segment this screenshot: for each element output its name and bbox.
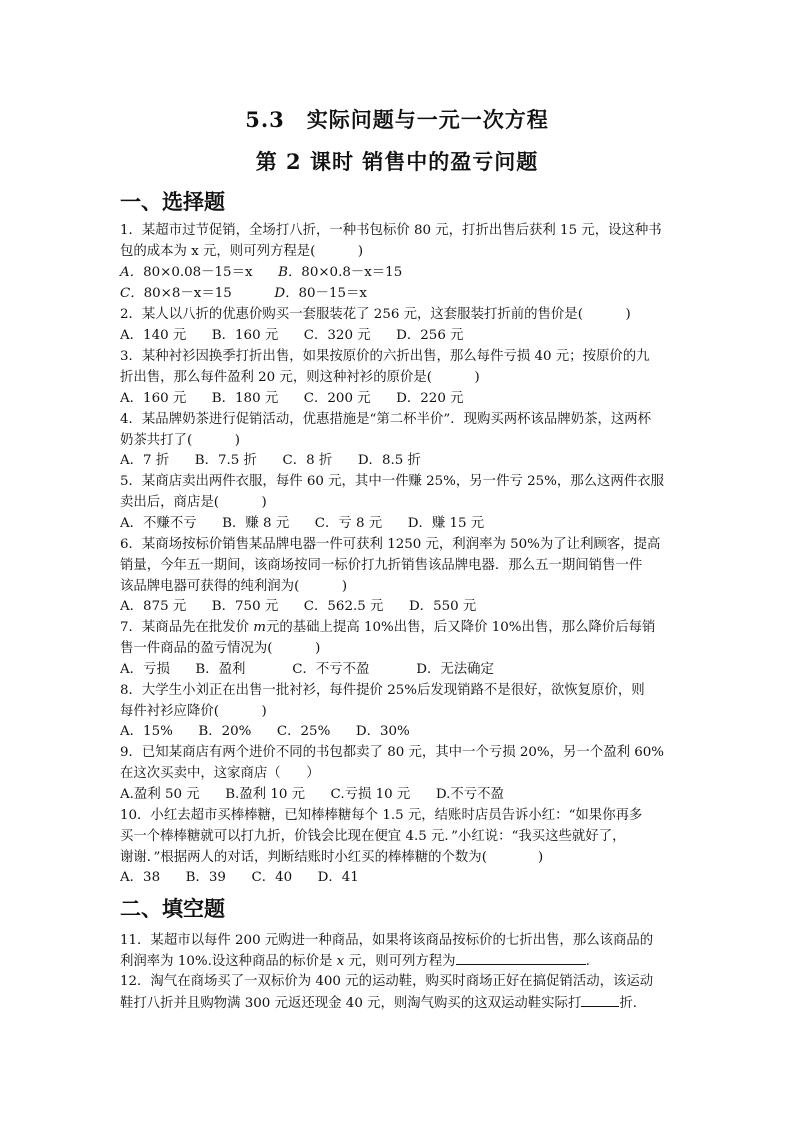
question-8-stem-line-2: 每件衬衫应降价( ) bbox=[120, 704, 267, 719]
question-1-options-row-1 bbox=[120, 264, 402, 282]
question-7-text-b: 元的基础上提高 10%出售，后又降价 10%出售，那么降价后每销 bbox=[266, 620, 656, 635]
section-heading-fill-in: 二、填空题 bbox=[120, 896, 225, 921]
option-b-text: 80×0.8－x＝15 bbox=[301, 265, 403, 280]
option-d-text: 80－15＝x bbox=[298, 286, 367, 301]
question-4-stem-line-2: 奶茶共打了( ) bbox=[120, 433, 240, 448]
option-b-label: B． bbox=[278, 265, 302, 280]
question-7-options: A．亏损 B．盈利 C．不亏不盈 D．无法确定 bbox=[120, 662, 494, 677]
question-3-stem-line-1: 3．某种衬衫因换季打折出售，如果按原价的六折出售，那么每件亏损 40 元；按原价的九 bbox=[120, 349, 650, 364]
question-3-options: A．160 元 B．180 元 C．200 元 D．220 元 bbox=[120, 391, 464, 406]
question-8-options: A．15% B．20% C．25% D．30% bbox=[120, 724, 410, 739]
question-1-stem-line-1: 1．某超市过节促销，全场打八折，一种书包标价 80 元，打折出售后获利 15 元，设这种书 bbox=[120, 223, 662, 238]
option-d-label: D． bbox=[274, 286, 299, 301]
question-9-options: A.盈利 50 元 B.盈利 10 元 C.亏损 10 元 D.不亏不盈 bbox=[120, 787, 504, 802]
question-5-stem-line-1: 5．某商店卖出两件衣服，每件 60 元，其中一件赚 25%，另一件亏 25%，那么这两件衣服 bbox=[120, 474, 664, 489]
question-5-stem-line-2: 卖出后，商店是( ) bbox=[120, 495, 267, 510]
question-9-stem-line-2: 在这次买卖中，这家商店（ ） bbox=[120, 766, 320, 781]
question-7-stem-line-1 bbox=[120, 619, 655, 637]
variable-x: x bbox=[336, 954, 345, 969]
lesson-subtitle: 第 2 课时 销售中的盈亏问题 bbox=[255, 149, 539, 174]
question-3-stem-line-2: 折出售，那么每件盈利 20 元，则这种衬衫的原价是( ) bbox=[120, 370, 480, 385]
question-4-stem-line-1: 4．某品牌奶茶进行促销活动，优惠措施是“第二杯半价”．现购买两杯该品牌奶茶，这两杯 bbox=[120, 412, 652, 427]
question-11-stem-line-1: 11．某超市以每件 200 元购进一种商品，如果将该商品按标价的七折出售，那么该商品的 bbox=[120, 933, 654, 948]
question-7-stem-line-2: 售一件商品的盈亏情况为( ) bbox=[120, 641, 321, 656]
question-8-stem-line-1: 8．大学生小刘正在出售一批衬衫，每件提价 25%后发现销路不是很好，欲恢复原价，则 bbox=[120, 683, 645, 698]
question-7-text-a: 7．某商品先在批发价 bbox=[120, 620, 254, 635]
question-1-options-row-2 bbox=[120, 285, 367, 303]
option-c-text: 80×8－x＝15 bbox=[143, 286, 232, 301]
question-5-options: A．不赚不亏 B．赚 8 元 C．亏 8 元 D．赚 15 元 bbox=[120, 516, 485, 531]
question-11-text-end: . bbox=[585, 954, 590, 969]
section-heading-multiple-choice: 一、选择题 bbox=[120, 189, 225, 214]
question-6-stem-line-1: 6．某商场按标价销售某品牌电器一件可获利 1250 元，利润率为 50%为了让利顾客，提高 bbox=[120, 537, 661, 552]
question-10-options: A．38 B．39 C．40 D．41 bbox=[120, 870, 359, 885]
question-1-stem-line-2: 包的成本为 x 元，则可列方程是( ) bbox=[120, 244, 364, 259]
question-9-stem-line-1: 9．已知某商店有两个进价不同的书包都卖了 80 元，其中一个亏损 20%，另一个盈利 60% bbox=[120, 745, 664, 760]
question-11-text-b: 元，则可列方程为 bbox=[344, 954, 456, 969]
option-a-label: A． bbox=[120, 265, 144, 280]
question-12-stem-line-2 bbox=[120, 994, 646, 1013]
question-2-options: A．140 元 B．160 元 C．320 元 D．256 元 bbox=[120, 328, 464, 343]
answer-blank-11[interactable] bbox=[456, 952, 586, 965]
question-12-stem-line-1: 12．淘气在商场买了一双标价为 400 元的运动鞋，购买时商场正好在搞促销活动，该运动 bbox=[120, 974, 654, 989]
answer-blank-12[interactable] bbox=[581, 994, 619, 1007]
question-4-options: A．7 折 B．7.5 折 C．8 折 D．8.5 折 bbox=[120, 453, 421, 468]
question-6-options: A．875 元 B．750 元 C．562.5 元 D．550 元 bbox=[120, 599, 477, 614]
document-title: 5.3 实际问题与一元一次方程 bbox=[245, 107, 549, 132]
question-2-stem: 2．某人以八折的优惠价购买一套服装花了 256 元，这套服装打折前的售价是( ) bbox=[120, 307, 631, 322]
option-a-text: 80×0.08－15＝x bbox=[143, 265, 253, 280]
question-10-stem-line-1: 10．小红去超市买棒棒糖，已知棒棒糖每个 1.5 元，结账时店员告诉小红：“如果你再多 bbox=[120, 808, 643, 823]
question-12-text-b: 折． bbox=[619, 996, 647, 1011]
question-11-text-a: 利润率为 10%.设这种商品的标价是 bbox=[120, 954, 337, 969]
question-10-stem-line-2: 买一个棒棒糖就可以打九折，价钱会比现在便宜 4.5 元．”小红说：“我买这些就好了， bbox=[120, 829, 626, 844]
variable-m: m bbox=[253, 620, 266, 635]
option-c-label: C． bbox=[120, 286, 144, 301]
question-6-stem-line-2: 销量，今年五一期间，该商场按同一标价打九折销售该品牌电器．那么五一期间销售一件 bbox=[120, 558, 643, 573]
question-6-stem-line-3: 该品牌电器可获得的纯利润为( ) bbox=[120, 579, 348, 594]
question-12-text-a: 鞋打八折并且购物满 300 元返还现金 40 元，则淘气购买的这双运动鞋实际打 bbox=[120, 996, 582, 1011]
question-10-stem-line-3: 谢谢．”根据两人的对话，判断结账时小红买的棒棒糖的个数为( ) bbox=[120, 850, 544, 865]
question-11-stem-line-2 bbox=[120, 952, 590, 971]
